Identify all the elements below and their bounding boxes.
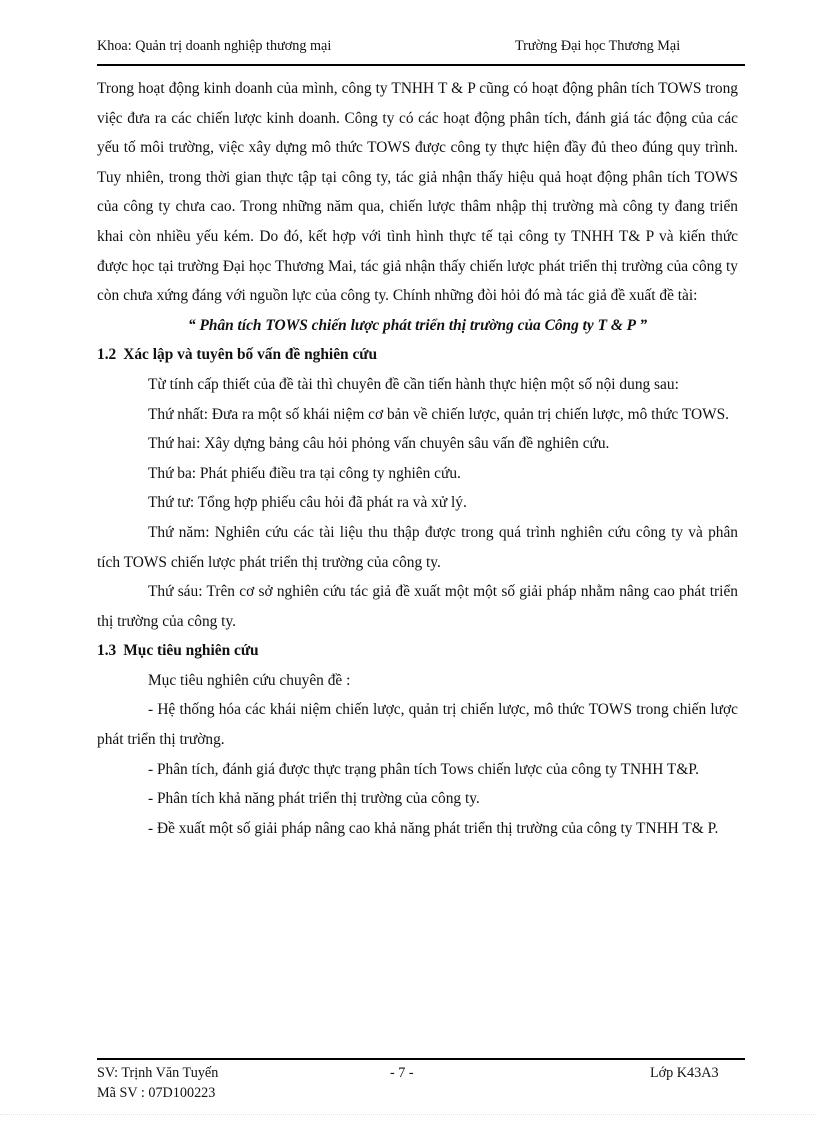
header-faculty: Khoa: Quản trị doanh nghiệp thương mại — [97, 38, 332, 54]
section-1-2-item: Thứ sáu: Trên cơ sở nghiên cứu tác giả đề xuất một một số giải pháp nhằm nâng cao phát triển thị trường của công ty. — [97, 583, 738, 630]
section-1-2-item: Thứ nhất: Đưa ra một số khái niệm cơ bản về chiến lược, quản trị chiến lược, mô thức TOWS. — [148, 405, 730, 423]
page-header — [97, 38, 739, 58]
header-school: Trường Đại học Thương Mại — [515, 38, 681, 54]
section-1-2-title: Xác lập và tuyên bố vấn đề nghiên cứu — [123, 346, 378, 364]
section-1-2-heading — [97, 340, 738, 370]
section-1-3-item: - Hệ thống hóa các khái niệm chiến lược, quản trị chiến lược, mô thức TOWS trong chiến lược phát triển thị trường. — [97, 701, 738, 749]
section-1-3-lead: Mục tiêu nghiên cứu chuyên đề : — [148, 671, 351, 689]
footer-rule — [97, 1058, 745, 1060]
document-body — [97, 74, 738, 843]
section-1-3-title: Mục tiêu nghiên cứu — [123, 642, 259, 660]
header-rule — [97, 64, 745, 66]
topic-title: “ Phân tích TOWS chiến lược phát triển thị trường của Công ty T & P ” — [187, 316, 648, 334]
footer-class: Lớp K43A3 — [650, 1065, 719, 1081]
section-1-3-item: - Phân tích, đánh giá được thực trạng phân tích Tows chiến lược của công ty TNHH T&P. — [148, 760, 700, 778]
section-1-2-item: Thứ ba: Phát phiếu điều tra tại công ty nghiên cứu. — [148, 464, 461, 482]
section-1-3-item: - Đề xuất một số giải pháp nâng cao khả năng phát triển thị trường của công ty TNHH T& P. — [148, 819, 719, 837]
footer-student-id: Mã SV : 07D100223 — [97, 1085, 216, 1101]
intro-paragraph: Trong hoạt động kinh doanh của mình, công ty TNHH T & P cũng có hoạt động phân tích TOWS trong việc đưa ra các chiến lược kinh doanh. Công ty có các hoạt động phân tích, đánh giá tác động của các yếu tố môi trường, việc xây dựng mô thức TOWS được công ty thực hiện đầy đủ theo đúng quy trình. Tuy nhiên, trong thời gian thực tập tại công ty, tác giả nhận thấy hiệu quả hoạt động phân tích TOWS của công ty chưa cao. Trong những năm qua, chiến lược thâm nhập thị trường mà công ty đang triển khai còn nhiều yếu kém. Do đó, kết hợp với tình hình thực tế tại công ty TNHH T& P và kiến thức được học tại trường Đại học Thương Mai, tác giả nhận thấy chiến lược phát triển thị trường của công ty còn chưa xứng đáng với nguồn lực của công ty. Chính những đòi hỏi đó mà tác giả đề xuất đề tài: — [97, 80, 738, 305]
footer-page-number: - 7 - — [390, 1065, 414, 1081]
section-1-2-item: Thứ hai: Xây dựng bảng câu hỏi phỏng vấn chuyên sâu vấn đề nghiên cứu. — [148, 435, 610, 453]
section-1-2-number: 1.2 — [97, 346, 117, 364]
section-1-3-item: - Phân tích khả năng phát triển thị trường của công ty. — [148, 790, 480, 808]
section-1-2-item: Thứ tư: Tổng hợp phiếu câu hỏi đã phát ra và xử lý. — [148, 494, 467, 512]
section-1-2-lead: Từ tính cấp thiết của đề tài thì chuyên đề cần tiến hành thực hiện một số nội dung sau: — [148, 375, 679, 393]
document-page — [97, 0, 739, 1123]
section-1-3-number: 1.3 — [97, 642, 117, 660]
section-1-2-item: Thứ năm: Nghiên cứu các tài liệu thu thập được trong quá trình nghiên cứu công ty và phân tích TOWS chiến lược phát triển thị trường của công ty. — [97, 523, 738, 571]
footer-student: SV: Trịnh Văn Tuyến — [97, 1065, 219, 1081]
page-edge-divider — [0, 1114, 816, 1115]
section-1-3-heading — [97, 636, 738, 666]
